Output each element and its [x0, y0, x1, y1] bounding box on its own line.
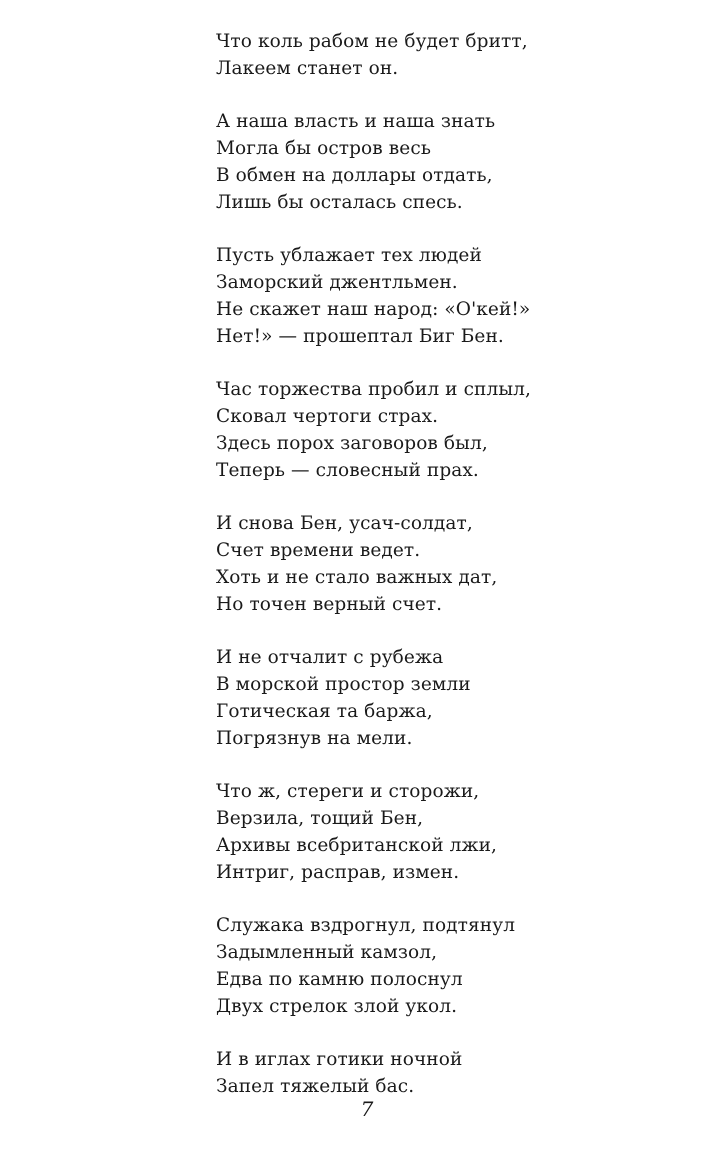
poem-line: Лишь бы осталась спесь.	[216, 192, 463, 213]
poem-line: Пусть ублажает тех людей	[216, 245, 482, 266]
poem-line: Здесь порох заговоров был,	[216, 433, 488, 454]
poem-line: Но точен верный счет.	[216, 594, 443, 615]
poem-line: Задымленный камзол,	[216, 942, 438, 963]
poem-line: Двух стрелок злой укол.	[216, 996, 458, 1017]
poem-line: И снова Бен, усач-солдат,	[216, 513, 473, 534]
poem-line: В обмен на доллары отдать,	[216, 165, 493, 186]
poem-line: А наша власть и наша знать	[216, 111, 496, 132]
poem-line: Заморский джентльмен.	[216, 272, 458, 293]
poem-line: Что коль рабом не будет бритт,	[216, 31, 528, 52]
poem-line: Теперь — словесный прах.	[216, 460, 479, 481]
stanza-8	[216, 912, 576, 1020]
poem-line: Архивы всебританской лжи,	[216, 835, 498, 856]
poem-line: Могла бы остров весь	[216, 138, 431, 159]
poem-line: Погрязнув на мели.	[216, 728, 413, 749]
poem-line: Верзила, тощий Бен,	[216, 808, 424, 829]
poem-line: Служака вздрогнул, подтянул	[216, 915, 516, 936]
poem-line: Лакеем станет он.	[216, 58, 399, 79]
poem-line: И в иглах готики ночной	[216, 1049, 463, 1070]
poem-line: Готическая та баржа,	[216, 701, 433, 722]
stanza-1	[216, 28, 576, 82]
poem-line: Сковал чертоги страх.	[216, 406, 439, 427]
poem-line: В морской простор земли	[216, 674, 471, 695]
stanza-7	[216, 778, 576, 886]
poem-line: Хоть и не стало важных дат,	[216, 567, 498, 588]
poem-line: Едва по камню полоснул	[216, 969, 463, 990]
poem-line: И не отчалит с рубежа	[216, 647, 444, 668]
poem-line: Что ж, стереги и сторожи,	[216, 781, 480, 802]
poem-line: Интриг, расправ, измен.	[216, 862, 460, 883]
page-number: 7	[360, 1097, 374, 1121]
stanza-9	[216, 1046, 576, 1100]
poem-line: Нет!» — прошептал Биг Бен.	[216, 326, 504, 347]
stanza-2	[216, 108, 576, 216]
stanza-6	[216, 644, 576, 752]
poem-line: Час торжества пробил и сплыл,	[216, 379, 531, 400]
stanza-5	[216, 510, 576, 618]
stanza-4	[216, 376, 576, 484]
stanza-3	[216, 242, 576, 350]
poem-line: Не скажет наш народ: «О'кей!»	[216, 299, 531, 320]
poem	[216, 28, 576, 1126]
poem-line: Запел тяжелый бас.	[216, 1076, 415, 1097]
poem-line: Счет времени ведет.	[216, 540, 421, 561]
